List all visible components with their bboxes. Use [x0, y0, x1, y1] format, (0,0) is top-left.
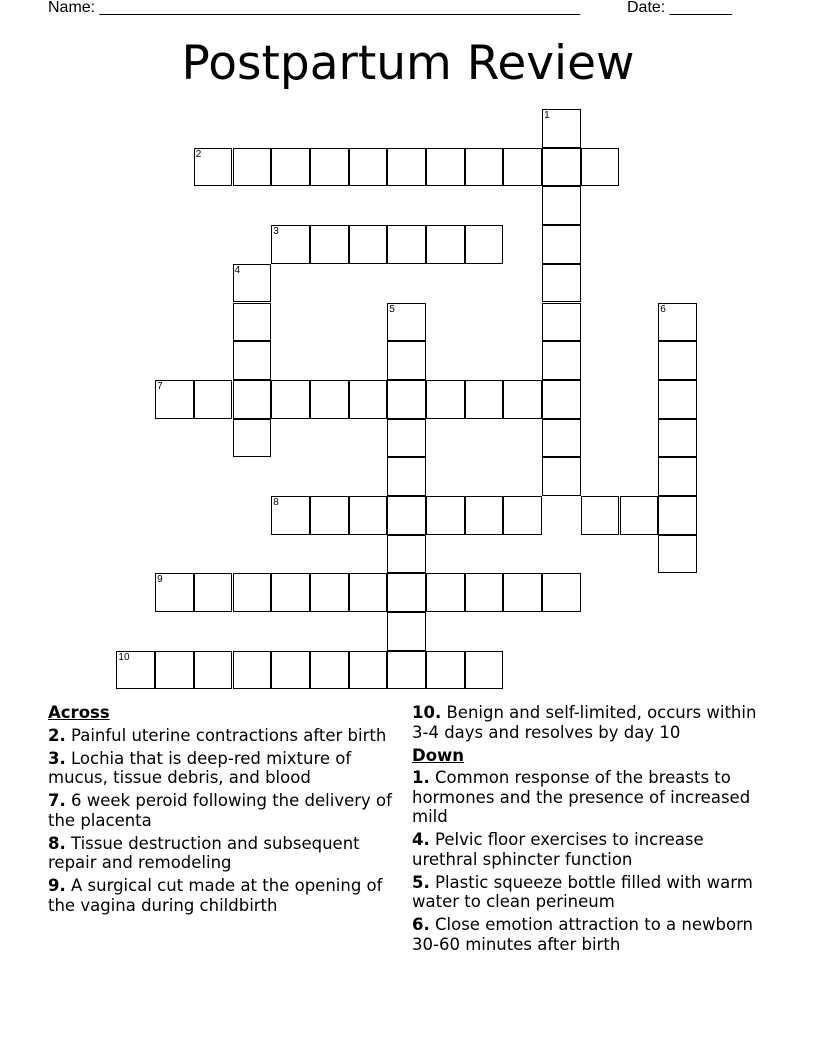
grid-cell[interactable] [310, 496, 349, 535]
grid-cell[interactable] [349, 380, 388, 419]
grid-cell[interactable] [542, 419, 581, 458]
grid-cell[interactable] [233, 264, 272, 303]
grid-cell[interactable] [542, 457, 581, 496]
grid-cell[interactable] [387, 496, 426, 535]
grid-cell[interactable] [349, 573, 388, 612]
down-clue [412, 873, 772, 912]
grid-cell[interactable] [503, 573, 542, 612]
grid-cell[interactable] [542, 341, 581, 380]
grid-cell[interactable] [233, 419, 272, 458]
clue-text: Plastic squeeze bottle filled with warm water to clean perineum [412, 872, 753, 911]
clue-text: Close emotion attraction to a newborn 30-60 minutes after birth [412, 915, 754, 954]
grid-cell[interactable] [271, 651, 310, 690]
grid-cell[interactable] [194, 380, 233, 419]
clue-number: 8. [48, 833, 66, 853]
cell-number: 4 [234, 264, 241, 276]
clue-number: 2. [48, 725, 66, 745]
down-clue [412, 768, 772, 827]
clue-number: 1. [412, 768, 430, 787]
clue-text: Benign and self-limited, occurs within 3-4 days and resolves by day 10 [412, 703, 757, 742]
grid-cell[interactable] [116, 651, 155, 690]
cell-number: 10 [118, 651, 130, 663]
grid-cell[interactable] [310, 148, 349, 187]
grid-cell[interactable] [658, 535, 697, 574]
grid-cell[interactable] [349, 651, 388, 690]
grid-cell[interactable] [658, 457, 697, 496]
clue-text: Common response of the breasts to hormones and the presence of increased mild [412, 768, 751, 826]
clue-text: Lochia that is deep-red mixture of mucus, tissue debris, and blood [48, 748, 352, 787]
across-clue [48, 834, 396, 873]
grid-cell[interactable] [503, 380, 542, 419]
grid-cell[interactable] [194, 573, 233, 612]
grid-cell[interactable] [271, 225, 310, 264]
cell-number: 1 [544, 110, 550, 121]
grid-cell[interactable] [387, 419, 426, 458]
grid-cell[interactable] [620, 496, 659, 535]
grid-cell[interactable] [542, 225, 581, 264]
clue-number: 4. [412, 830, 430, 849]
cell-number: 6 [660, 303, 666, 315]
grid-cell[interactable] [310, 573, 349, 612]
clues-column-right [412, 703, 772, 958]
grid-cell[interactable] [310, 651, 349, 690]
clue-text: 6 week peroid following the delivery of the placenta [48, 791, 392, 830]
cell-number: 8 [273, 497, 279, 508]
grid-cell[interactable] [542, 264, 581, 303]
grid-cell[interactable] [349, 148, 388, 187]
grid-cell[interactable] [658, 419, 697, 458]
grid-cell[interactable] [542, 573, 581, 612]
grid-cell[interactable] [387, 380, 426, 419]
grid-cell[interactable] [387, 225, 426, 264]
grid-cell[interactable] [503, 148, 542, 187]
grid-cell[interactable] [233, 148, 272, 187]
grid-cell[interactable] [426, 380, 465, 419]
down-heading: Down [412, 745, 465, 765]
grid-cell[interactable] [542, 148, 581, 187]
clues-column-left [48, 703, 396, 919]
cell-number: 5 [389, 303, 395, 315]
grid-cell[interactable] [465, 496, 504, 535]
across-clue [48, 726, 396, 746]
grid-cell[interactable] [426, 573, 465, 612]
grid-cell[interactable] [658, 496, 697, 535]
grid-cell[interactable] [426, 651, 465, 690]
grid-cell[interactable] [310, 380, 349, 419]
clue-number: 5. [412, 872, 430, 892]
grid-cell[interactable] [465, 380, 504, 419]
grid-cell[interactable] [349, 496, 388, 535]
cell-number: 2 [195, 148, 202, 160]
grid-cell[interactable] [426, 496, 465, 535]
grid-cell[interactable] [387, 651, 426, 690]
clue-text: A surgical cut made at the opening of the vagina during childbirth [48, 876, 383, 915]
clue-number: 10. [412, 703, 442, 722]
grid-cell[interactable] [233, 341, 272, 380]
grid-cell[interactable] [542, 186, 581, 225]
across-clue [48, 749, 396, 788]
grid-cell[interactable] [271, 148, 310, 187]
down-clue [412, 830, 772, 869]
grid-cell[interactable] [349, 225, 388, 264]
grid-cell[interactable] [465, 651, 504, 690]
grid-cell[interactable] [658, 341, 697, 380]
grid-cell[interactable] [233, 303, 272, 342]
grid-cell[interactable] [155, 380, 194, 419]
grid-cell[interactable] [426, 148, 465, 187]
clue-number: 3. [48, 748, 66, 768]
grid-cell[interactable] [155, 573, 194, 612]
grid-cell[interactable] [310, 225, 349, 264]
clue-text: Tissue destruction and subsequent repair and remodeling [48, 833, 360, 872]
grid-cell[interactable] [465, 573, 504, 612]
cell-number: 9 [157, 574, 163, 586]
grid-cell[interactable] [581, 496, 620, 535]
grid-cell[interactable] [387, 457, 426, 496]
grid-cell[interactable] [271, 573, 310, 612]
grid-cell[interactable] [503, 496, 542, 535]
grid-cell[interactable] [233, 573, 272, 612]
grid-cell[interactable] [387, 148, 426, 187]
clue-text: Pelvic floor exercises to increase urethral sphincter function [412, 830, 704, 869]
down-clue [412, 915, 772, 954]
grid-cell[interactable] [387, 535, 426, 574]
cell-number: 3 [273, 226, 279, 238]
grid-cell[interactable] [233, 380, 272, 419]
grid-cell[interactable] [155, 651, 194, 690]
grid-cell[interactable] [387, 573, 426, 612]
grid-cell[interactable] [271, 496, 310, 535]
across-clue [412, 703, 772, 742]
grid-cell[interactable] [387, 341, 426, 380]
name-field: Name: ______________________________________________________ [48, 0, 581, 16]
clue-number: 6. [412, 915, 430, 934]
across-clue [48, 876, 396, 915]
grid-cell[interactable] [426, 225, 465, 264]
grid-cell[interactable] [271, 380, 310, 419]
clue-number: 9. [48, 876, 66, 895]
grid-cell[interactable] [581, 148, 620, 187]
across-heading: Across [48, 703, 110, 722]
date-field: Date: _______ [627, 0, 732, 16]
grid-cell[interactable] [387, 612, 426, 651]
grid-cell[interactable] [465, 225, 504, 264]
clue-number: 7. [48, 791, 66, 810]
grid-cell[interactable] [658, 380, 697, 419]
grid-cell[interactable] [233, 651, 272, 690]
grid-cell[interactable] [194, 651, 233, 690]
grid-cell[interactable] [542, 380, 581, 419]
grid-cell[interactable] [658, 303, 697, 342]
cell-number: 7 [157, 380, 163, 392]
clue-text: Painful uterine contractions after birth [71, 725, 387, 745]
page-title: Postpartum Review [181, 36, 635, 91]
grid-cell[interactable] [387, 303, 426, 342]
grid-cell[interactable] [465, 148, 504, 187]
grid-cell[interactable] [194, 148, 233, 187]
grid-cell[interactable] [542, 109, 581, 148]
across-clue [48, 791, 396, 830]
grid-cell[interactable] [542, 303, 581, 342]
